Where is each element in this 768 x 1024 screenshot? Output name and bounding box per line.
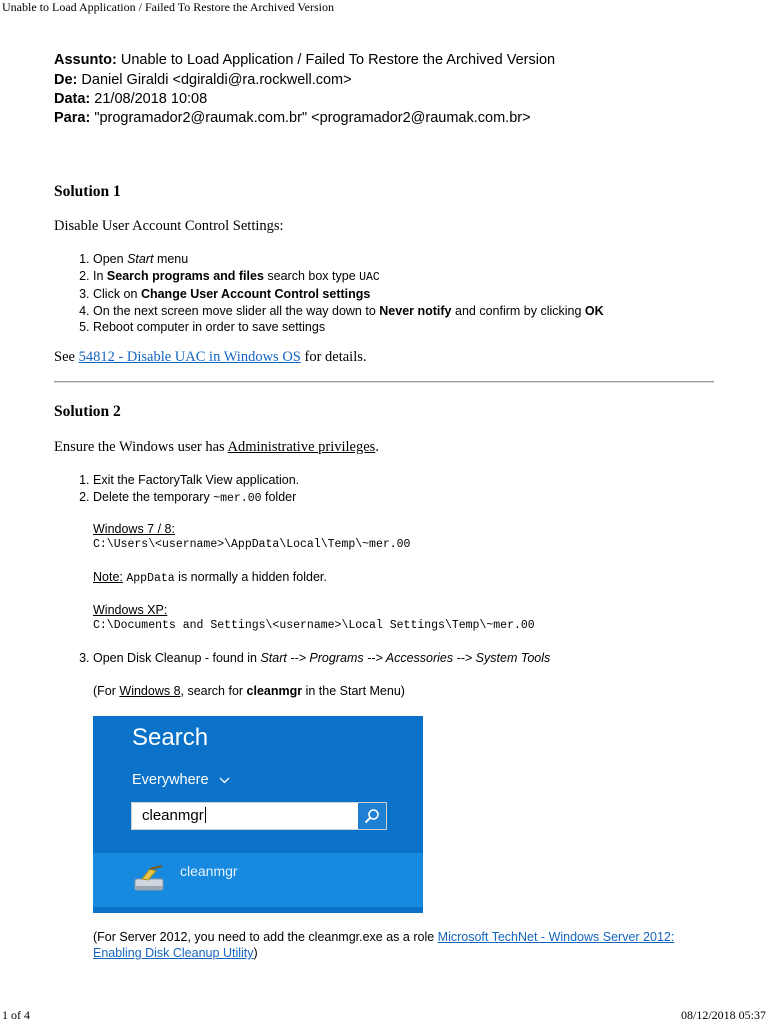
list-item: 3. Open Disk Cleanup - found in Start --> Programs --> Accessories --> System Tools <box>93 650 550 667</box>
solution2-intro: Ensure the Windows user has Administrative privileges. <box>54 439 379 455</box>
email-subject: Assunto: Unable to Load Application / Failed To Restore the Archived Version <box>54 52 556 68</box>
solution2-heading: Solution 2 <box>54 403 121 420</box>
disk-cleanup-icon <box>132 865 172 895</box>
solution1-steps <box>54 251 604 336</box>
print-datetime: 08/12/2018 05:37 <box>680 1008 766 1022</box>
list-item: 5. Reboot computer in order to save settings <box>93 319 604 336</box>
list-item: 4. On the next screen move slider all the way down to Never notify and confirm by clicking OK <box>93 303 604 320</box>
list-item: 2. In Search programs and files search box type UAC <box>93 268 604 287</box>
page-number: 1 of 4 <box>2 1008 30 1022</box>
list-item: 1. Exit the FactoryTalk View application. <box>93 472 299 489</box>
email-to: Para: "programador2@raumak.com.br" <programador2@raumak.com.br> <box>54 110 531 126</box>
search-scope-dropdown[interactable]: Everywhere <box>132 772 230 788</box>
technet-link[interactable]: Microsoft TechNet - Windows Server 2012: <box>437 930 675 944</box>
winxp-path: C:\Documents and Settings\<username>\Local Settings\Temp\~mer.00 <box>93 619 535 632</box>
win78-label: Windows 7 / 8: <box>93 522 175 536</box>
list-item: 1. Open Start menu <box>93 251 604 268</box>
windows-search-screenshot <box>93 716 423 913</box>
note: Note: AppData is normally a hidden folder. <box>93 570 327 585</box>
email-from: De: Daniel Giraldi <dgiraldi@ra.rockwell.com> <box>54 72 352 88</box>
chevron-down-icon <box>219 772 230 788</box>
search-input[interactable] <box>131 802 387 830</box>
list-item: 2. Delete the temporary ~mer.00 folder <box>93 489 299 508</box>
search-button[interactable] <box>358 803 386 829</box>
winxp-label: Windows XP: <box>93 603 168 617</box>
search-query: cleanmgr <box>142 807 204 824</box>
page-title: Unable to Load Application / Failed To Restore the Archived Version <box>2 0 334 14</box>
search-icon <box>364 808 380 829</box>
solution1-see: See 54812 - Disable UAC in Windows OS for details. <box>54 349 367 365</box>
admin-privileges-link[interactable]: Administrative privileges <box>227 439 376 455</box>
search-panel-title: Search <box>132 724 209 751</box>
solution2-steps-b <box>54 650 550 667</box>
win8-hint: (For Windows 8, search for cleanmgr in the Start Menu) <box>93 684 405 698</box>
solution1-heading: Solution 1 <box>54 183 121 200</box>
list-item: 3. Click on Change User Account Control settings <box>93 286 604 303</box>
server-2012-note: (For Server 2012, you need to add the cleanmgr.exe as a role Microsoft TechNet - Windows Server 2012: Enabling Disk Cleanup Utility) <box>93 930 675 960</box>
section-divider <box>54 381 714 383</box>
search-result-label: cleanmgr <box>180 863 238 879</box>
email-date: Data: 21/08/2018 10:08 <box>54 91 208 107</box>
uac-article-link[interactable]: 54812 - Disable UAC in Windows OS <box>78 349 301 365</box>
search-result-item[interactable] <box>93 853 423 907</box>
solution2-steps-a <box>54 472 299 507</box>
win78-path: C:\Users\<username>\AppData\Local\Temp\~mer.00 <box>93 538 411 551</box>
solution1-intro: Disable User Account Control Settings: <box>54 218 284 234</box>
disk-cleanup-link[interactable]: Enabling Disk Cleanup Utility <box>93 946 254 960</box>
